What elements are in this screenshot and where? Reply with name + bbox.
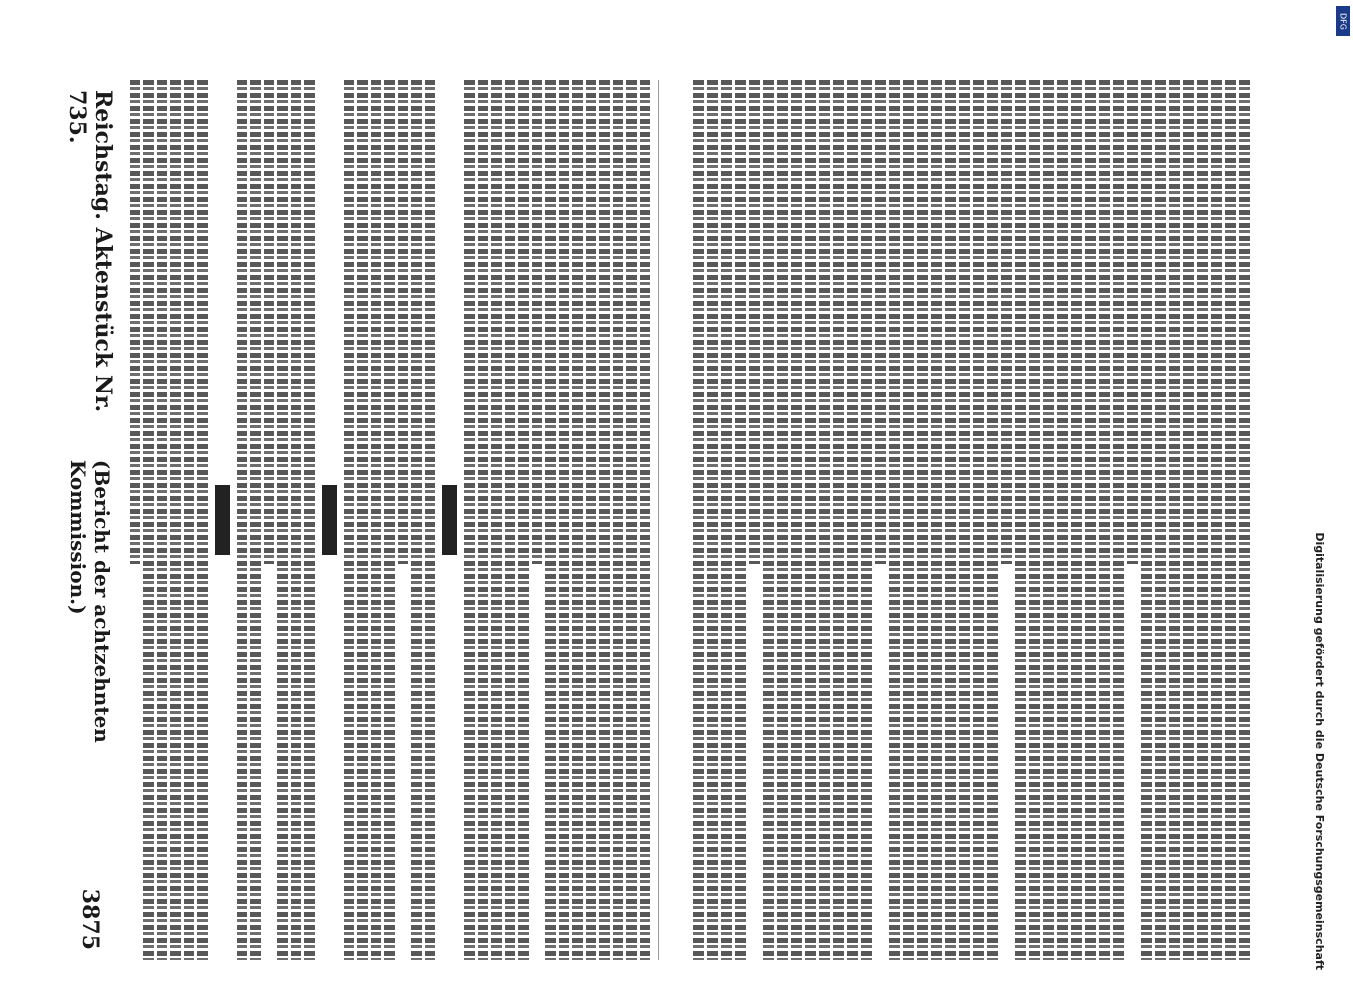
- text-line: [987, 80, 998, 960]
- text-line: [599, 80, 609, 960]
- text-line: [749, 80, 760, 564]
- text-line: [1113, 80, 1124, 960]
- section-heading-mark: [322, 485, 337, 555]
- text-line: [973, 80, 984, 960]
- digitization-note-text: Digitalisierung gefördert durch die Deutsche Forschungsgemeinschaft: [1313, 532, 1327, 970]
- text-line: [344, 80, 354, 960]
- running-head-strip: [60, 80, 120, 960]
- section-heading-mark: [442, 485, 457, 555]
- text-line: [763, 80, 774, 960]
- text-line: [411, 80, 421, 960]
- text-line: [791, 80, 802, 960]
- page-number: 3875: [77, 888, 103, 950]
- text-line: [545, 80, 555, 960]
- text-column-left: [130, 80, 650, 960]
- text-line: [371, 80, 381, 960]
- text-line: [586, 80, 596, 960]
- text-line: [425, 80, 435, 960]
- text-line: [518, 80, 528, 960]
- text-line: [847, 80, 858, 960]
- text-line: [572, 80, 582, 960]
- text-line: [559, 80, 569, 960]
- text-line: [1169, 80, 1180, 960]
- text-line: [250, 80, 260, 960]
- text-line: [1099, 80, 1110, 960]
- text-line: [197, 80, 207, 960]
- text-line: [170, 80, 180, 960]
- text-line: [1127, 80, 1138, 564]
- text-line: [1211, 80, 1222, 960]
- text-line: [735, 80, 746, 960]
- text-line: [1085, 80, 1096, 960]
- text-line: [1057, 80, 1068, 960]
- text-line: [819, 80, 830, 960]
- text-line: [384, 80, 394, 960]
- text-line: [491, 80, 501, 960]
- text-line: [959, 80, 970, 960]
- text-line: [291, 80, 301, 960]
- text-line: [640, 80, 650, 960]
- text-line: [304, 80, 314, 960]
- text-line: [464, 80, 474, 960]
- rotated-sheet: [60, 80, 1260, 960]
- text-line: [1197, 80, 1208, 960]
- text-line: [945, 80, 956, 960]
- text-line: [357, 80, 367, 960]
- text-line: [693, 80, 704, 960]
- text-line: [264, 80, 274, 564]
- dfg-logo: DFG: [1336, 6, 1350, 36]
- text-line: [833, 80, 844, 960]
- text-line: [237, 80, 247, 960]
- text-line: [157, 80, 167, 960]
- text-line: [721, 80, 732, 960]
- column-divider: [658, 80, 659, 960]
- header-left: Reichstag. Aktenstück Nr. 735.: [64, 90, 116, 413]
- text-line: [1001, 80, 1012, 564]
- text-line: [478, 80, 488, 960]
- text-line: [398, 80, 408, 564]
- text-line: [613, 80, 623, 960]
- text-line: [917, 80, 928, 960]
- text-line: [777, 80, 788, 960]
- text-line: [931, 80, 942, 960]
- text-line: [1043, 80, 1054, 960]
- text-line: [143, 80, 153, 960]
- text-line: [626, 80, 636, 960]
- text-line: [805, 80, 816, 960]
- header-center: (Bericht der achtzehnten Kommission.): [66, 459, 114, 743]
- text-line: [130, 80, 140, 564]
- text-line: [1015, 80, 1026, 960]
- section-heading-mark: [215, 485, 230, 555]
- text-line: [1029, 80, 1040, 960]
- text-line: [903, 80, 914, 960]
- text-line: [505, 80, 515, 960]
- text-line: [184, 80, 194, 960]
- text-column-right: [670, 80, 1250, 960]
- text-line: [861, 80, 872, 960]
- text-line: [277, 80, 287, 960]
- text-line: [1155, 80, 1166, 960]
- text-line: [889, 80, 900, 960]
- running-head: [60, 80, 120, 960]
- text-line: [1225, 80, 1236, 960]
- text-line: [1183, 80, 1194, 960]
- text-line: [707, 80, 718, 960]
- text-line: [875, 80, 886, 564]
- text-line: [1141, 80, 1152, 960]
- text-line: [532, 80, 542, 564]
- text-line: [1071, 80, 1082, 960]
- text-line: [1239, 80, 1250, 960]
- digitization-note: [1300, 20, 1340, 980]
